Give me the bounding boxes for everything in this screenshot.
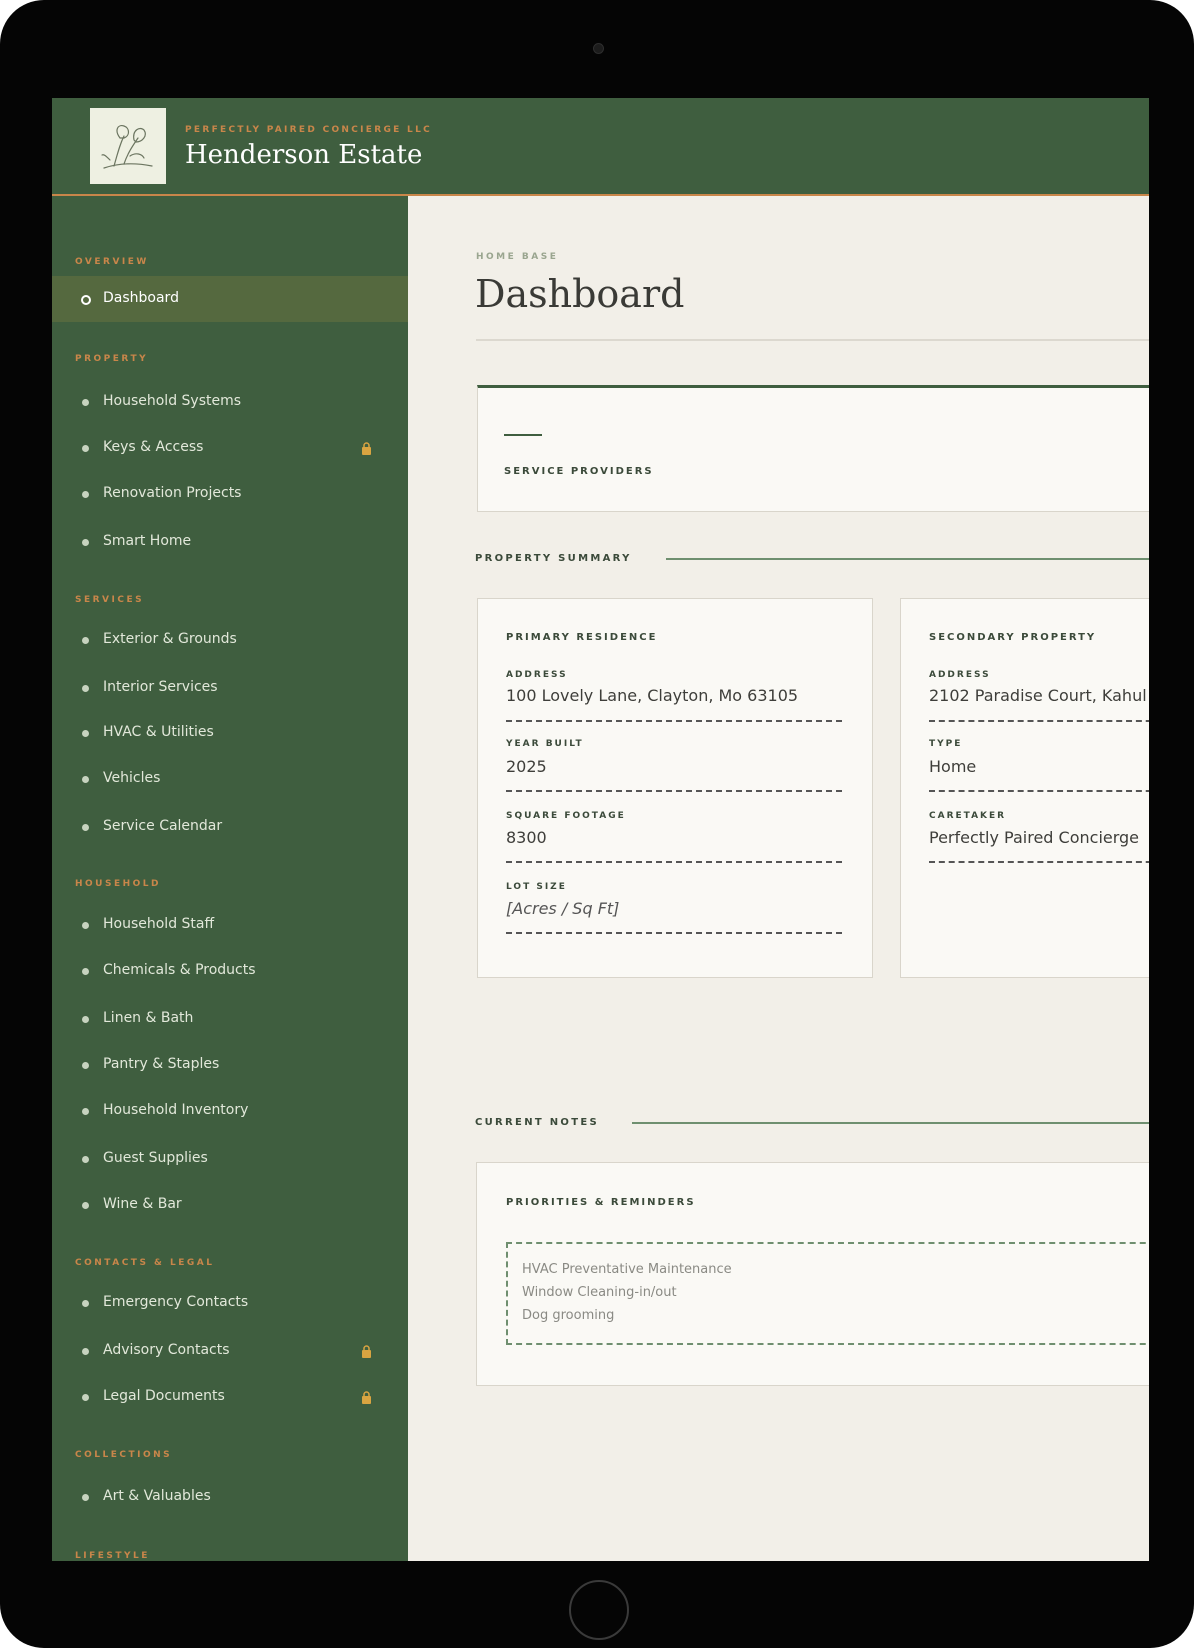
sidebar-item-label: Household Inventory xyxy=(103,1102,249,1118)
bullet-icon xyxy=(82,1062,89,1069)
sidebar-item-service-calendar[interactable] xyxy=(52,804,408,850)
sidebar-item-label: Vehicles xyxy=(103,770,161,786)
estate-title: Henderson Estate xyxy=(185,140,423,170)
page-title: Dashboard xyxy=(475,272,685,316)
company-name: PERFECTLY PAIRED CONCIERGE LLC xyxy=(185,125,433,135)
lot-size-label: LOT SIZE xyxy=(506,882,567,892)
sidebar-item-smart-home[interactable] xyxy=(52,519,408,565)
sidebar-item-pantry-staples[interactable] xyxy=(52,1042,408,1088)
bullet-icon xyxy=(82,1108,89,1115)
square-footage-value[interactable]: 8300 xyxy=(506,828,547,847)
note-line: Dog grooming xyxy=(522,1308,615,1323)
sidebar-item-label: Emergency Contacts xyxy=(103,1294,249,1310)
current-notes-heading: CURRENT NOTES xyxy=(475,1117,599,1128)
sidebar-item-label: Chemicals & Products xyxy=(103,962,256,978)
field-underline xyxy=(929,790,1149,792)
bullet-icon xyxy=(82,445,89,452)
caretaker-value[interactable]: Perfectly Paired Concierge xyxy=(929,828,1140,847)
camera-dot xyxy=(593,43,604,54)
sidebar-item-label: Wine & Bar xyxy=(103,1196,182,1212)
sidebar-item-label: Pantry & Staples xyxy=(103,1056,220,1072)
address-label: ADDRESS xyxy=(506,670,568,680)
bullet-icon xyxy=(82,776,89,783)
lock-icon xyxy=(361,442,372,455)
sidebar-section-property: PROPERTY xyxy=(75,354,149,364)
primary-residence-title: PRIMARY RESIDENCE xyxy=(506,632,658,643)
sidebar-section-overview: OVERVIEW xyxy=(75,257,149,267)
lot-size-value[interactable]: [Acres / Sq Ft] xyxy=(506,899,620,918)
sidebar-item-emergency-contacts[interactable] xyxy=(52,1280,408,1326)
sidebar-item-label: Art & Valuables xyxy=(103,1488,211,1504)
title-divider xyxy=(476,339,1149,341)
note-line: Window Cleaning-in/out xyxy=(522,1285,677,1300)
botanical-sketch-logo-icon xyxy=(90,108,166,184)
sidebar-item-label: Dashboard xyxy=(103,290,179,306)
bullet-icon xyxy=(82,637,89,644)
sidebar-item-household-systems[interactable] xyxy=(52,379,408,425)
sidebar-item-linen-bath[interactable] xyxy=(52,996,408,1042)
sidebar-item-hvac-utilities[interactable] xyxy=(52,710,408,756)
bullet-icon xyxy=(82,399,89,406)
sidebar-section-contacts-legal: CONTACTS & LEGAL xyxy=(75,1258,215,1268)
sidebar-item-label: Interior Services xyxy=(103,679,218,695)
bullet-icon xyxy=(82,968,89,975)
sidebar-item-advisory-contacts[interactable] xyxy=(52,1328,408,1374)
sidebar-item-label: Advisory Contacts xyxy=(103,1342,230,1358)
app-screen xyxy=(52,98,1149,1561)
sidebar-section-household: HOUSEHOLD xyxy=(75,879,162,889)
priorities-reminders-card xyxy=(476,1162,1149,1386)
sidebar-item-dashboard[interactable] xyxy=(52,276,408,322)
bullet-icon xyxy=(82,539,89,546)
caretaker-label: CARETAKER xyxy=(929,811,1007,821)
sidebar-item-label: Linen & Bath xyxy=(103,1010,194,1026)
sidebar-item-label: Smart Home xyxy=(103,533,192,549)
sidebar-item-household-inventory[interactable] xyxy=(52,1088,408,1134)
bullet-icon xyxy=(82,1494,89,1501)
home-button[interactable] xyxy=(569,1580,629,1640)
field-underline xyxy=(506,790,842,792)
type-label: TYPE xyxy=(929,739,963,749)
sidebar-item-art-valuables[interactable] xyxy=(52,1474,408,1520)
secondary-property-title: SECONDARY PROPERTY xyxy=(929,632,1097,643)
sidebar-item-exterior-grounds[interactable] xyxy=(52,617,408,663)
square-footage-label: SQUARE FOOTAGE xyxy=(506,811,626,821)
section-divider xyxy=(666,558,1149,560)
card-accent-dash xyxy=(504,434,542,436)
sidebar-item-chemicals-products[interactable] xyxy=(52,948,408,994)
bullet-icon xyxy=(82,1300,89,1307)
sidebar-item-label: Service Calendar xyxy=(103,818,223,834)
main-content xyxy=(408,196,1149,1561)
lock-icon xyxy=(361,1345,372,1358)
field-underline xyxy=(506,720,842,722)
sidebar-section-collections: COLLECTIONS xyxy=(75,1450,173,1460)
active-bullet-icon xyxy=(81,295,91,305)
app-header xyxy=(52,98,1149,196)
sidebar-item-household-staff[interactable] xyxy=(52,902,408,948)
sidebar-section-lifestyle: LIFESTYLE xyxy=(75,1551,150,1561)
note-line: HVAC Preventative Maintenance xyxy=(522,1262,732,1277)
breadcrumb: HOME BASE xyxy=(476,252,559,262)
lock-icon xyxy=(361,1391,372,1404)
logo[interactable] xyxy=(90,108,166,184)
address-label: ADDRESS xyxy=(929,670,991,680)
address-value[interactable]: 2102 Paradise Court, Kahul xyxy=(929,686,1147,705)
property-summary-heading: PROPERTY SUMMARY xyxy=(475,553,632,564)
sidebar-item-vehicles[interactable] xyxy=(52,756,408,802)
sidebar-item-keys-access[interactable] xyxy=(52,425,408,471)
sidebar-item-legal-documents[interactable] xyxy=(52,1374,408,1420)
sidebar-item-label: Renovation Projects xyxy=(103,485,242,501)
bullet-icon xyxy=(82,922,89,929)
bullet-icon xyxy=(82,1348,89,1355)
primary-residence-card xyxy=(477,598,873,978)
field-underline xyxy=(929,861,1149,863)
sidebar-item-label: Exterior & Grounds xyxy=(103,631,237,647)
year-built-label: YEAR BUILT xyxy=(506,739,584,749)
bullet-icon xyxy=(82,730,89,737)
year-built-value[interactable]: 2025 xyxy=(506,757,547,776)
sidebar-item-interior-services[interactable] xyxy=(52,665,408,711)
sidebar-item-label: HVAC & Utilities xyxy=(103,724,214,740)
service-providers-label: SERVICE PROVIDERS xyxy=(504,466,654,477)
sidebar-section-services: SERVICES xyxy=(75,595,145,605)
bullet-icon xyxy=(82,1156,89,1163)
priorities-reminders-title: PRIORITIES & REMINDERS xyxy=(506,1197,696,1208)
address-value[interactable]: 100 Lovely Lane, Clayton, Mo 63105 xyxy=(506,686,799,705)
sidebar-item-guest-supplies[interactable] xyxy=(52,1136,408,1182)
field-underline xyxy=(506,932,842,934)
field-underline xyxy=(929,720,1149,722)
bullet-icon xyxy=(82,824,89,831)
section-divider xyxy=(632,1122,1149,1124)
sidebar-item-label: Guest Supplies xyxy=(103,1150,208,1166)
sidebar xyxy=(52,196,408,1561)
type-value[interactable]: Home xyxy=(929,757,977,776)
bullet-icon xyxy=(82,1202,89,1209)
bullet-icon xyxy=(82,491,89,498)
field-underline xyxy=(506,861,842,863)
bullet-icon xyxy=(82,685,89,692)
sidebar-item-renovation-projects[interactable] xyxy=(52,471,408,517)
service-providers-card[interactable] xyxy=(477,385,1149,512)
sidebar-item-label: Household Staff xyxy=(103,916,215,932)
bullet-icon xyxy=(82,1016,89,1023)
sidebar-item-label: Legal Documents xyxy=(103,1388,225,1404)
bullet-icon xyxy=(82,1394,89,1401)
sidebar-item-wine-bar[interactable] xyxy=(52,1182,408,1228)
notes-textarea[interactable] xyxy=(506,1242,1149,1345)
secondary-property-card xyxy=(900,598,1149,978)
sidebar-item-label: Household Systems xyxy=(103,393,242,409)
sidebar-item-label: Keys & Access xyxy=(103,439,204,455)
